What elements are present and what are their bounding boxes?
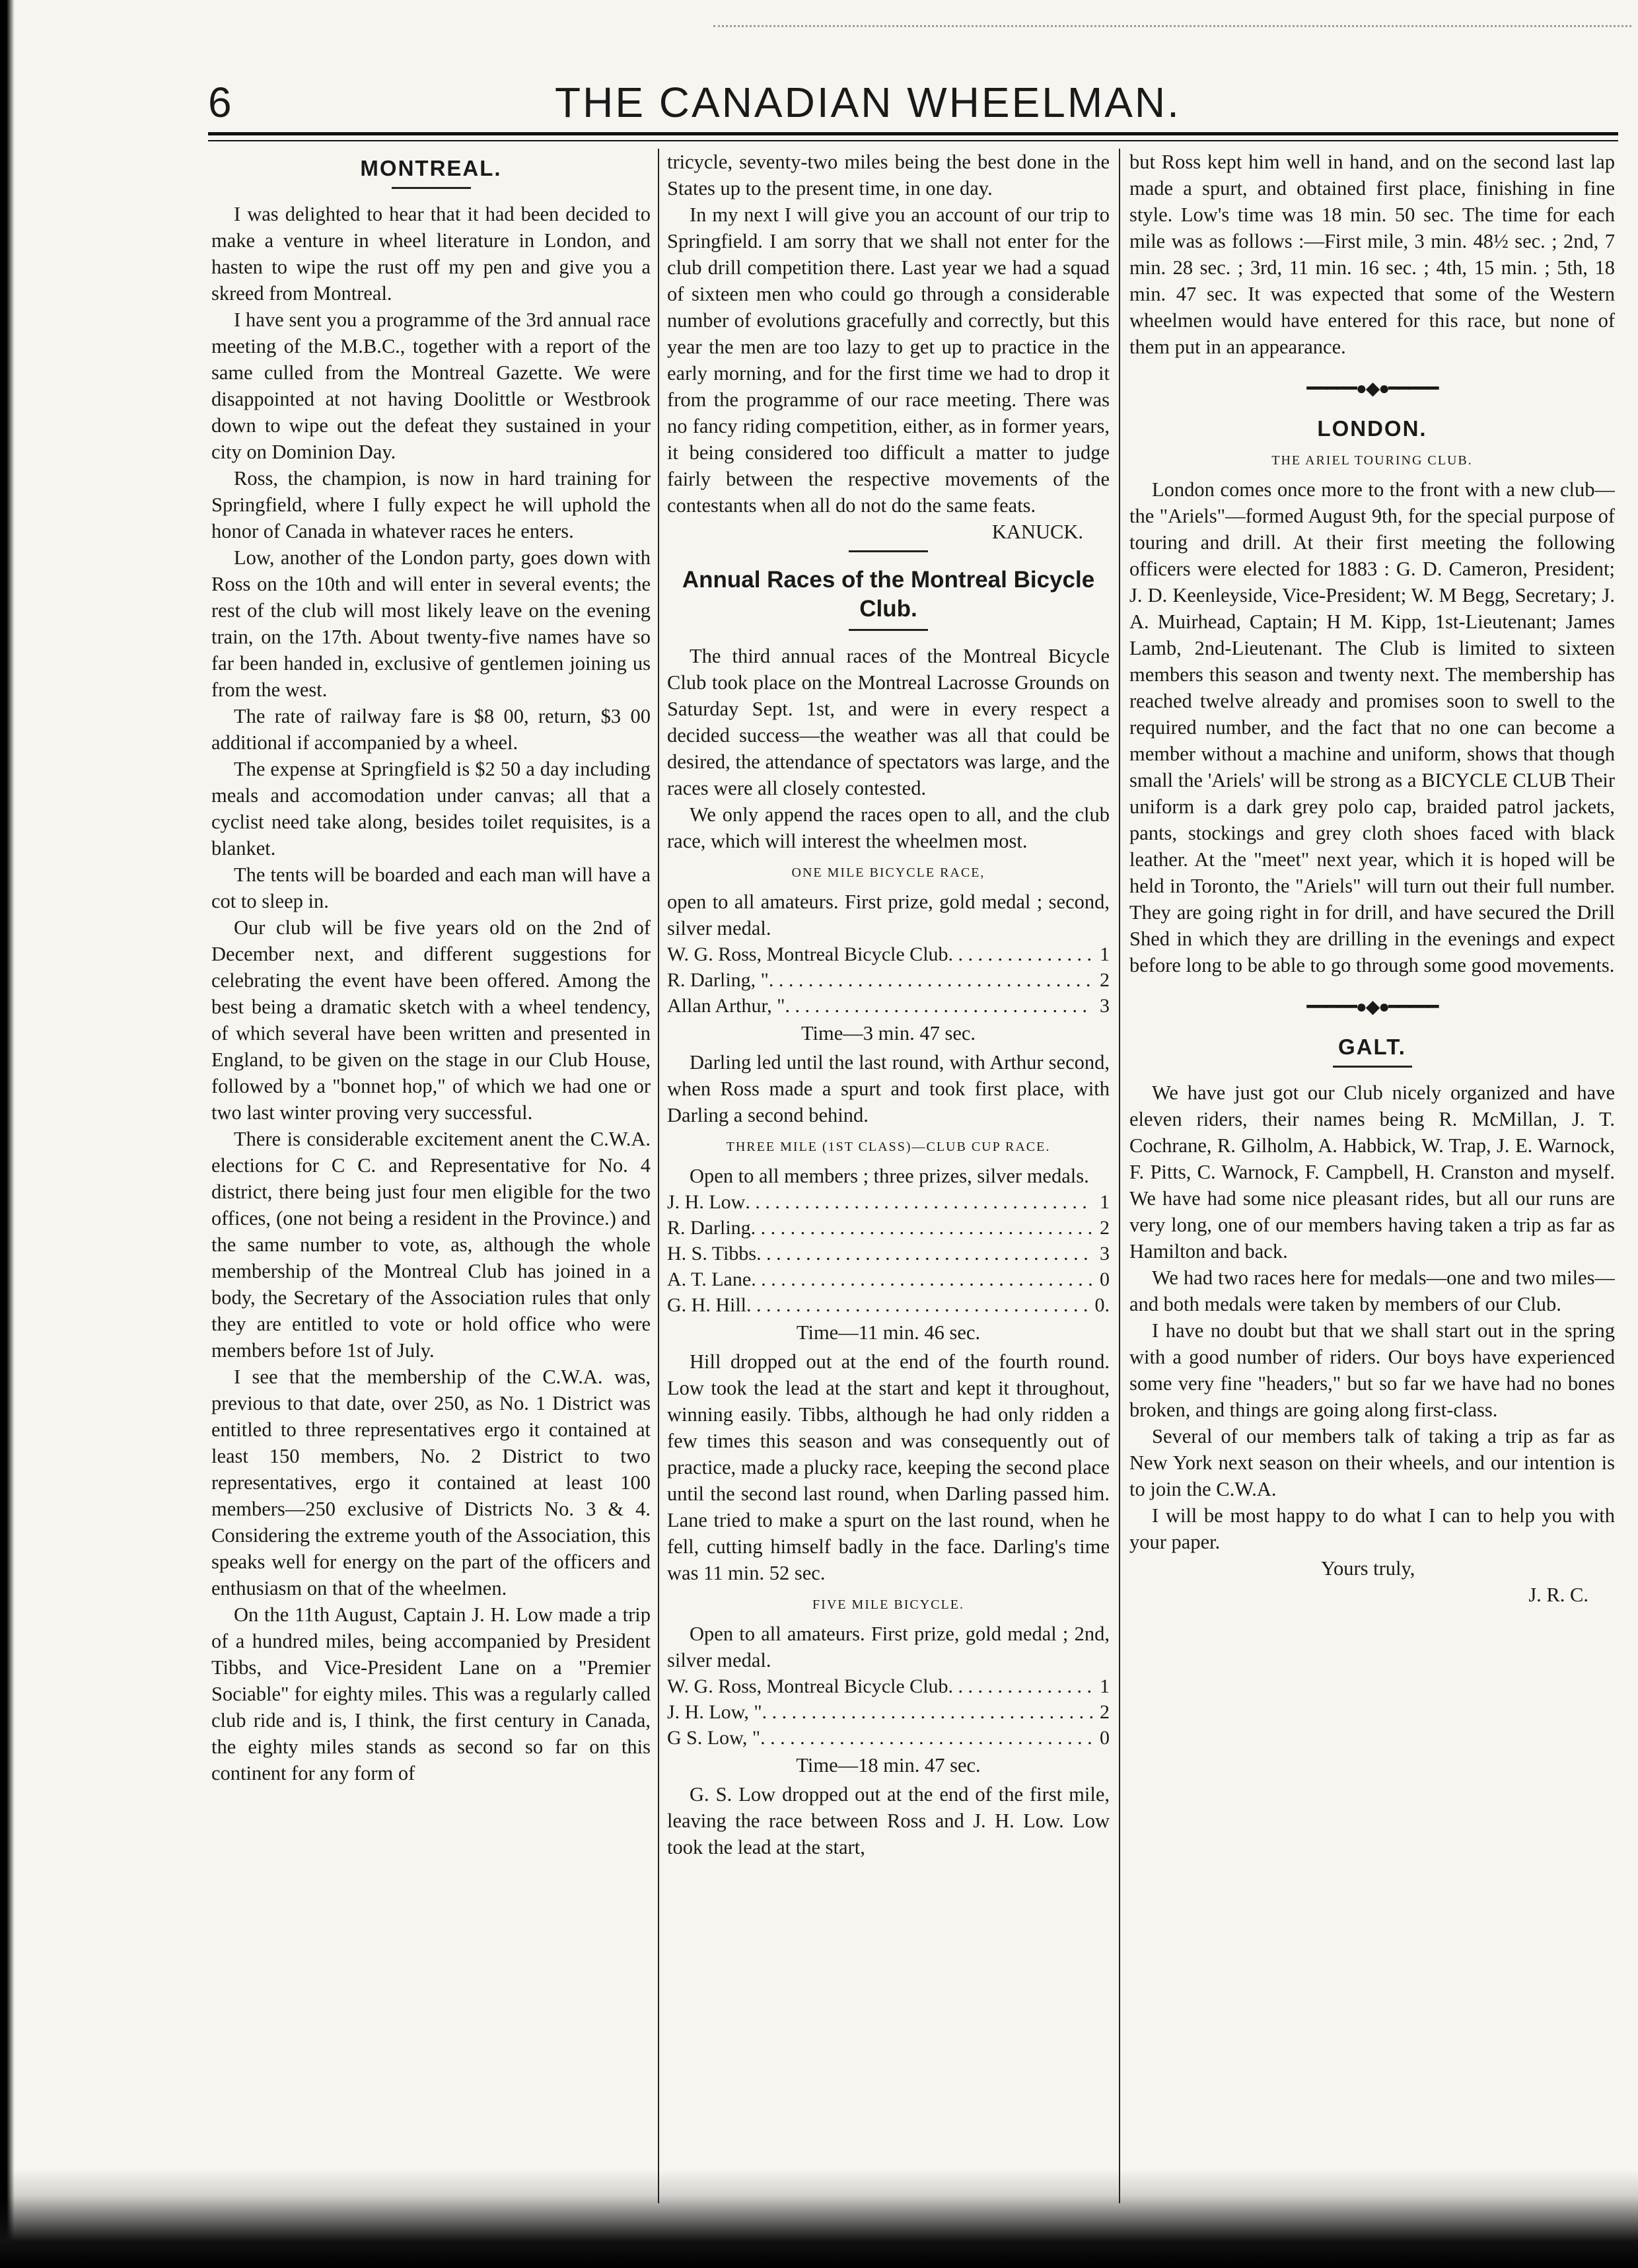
heading-rule: [849, 629, 928, 631]
section-heading-london: LONDON.: [1317, 416, 1427, 441]
section-rule: [849, 550, 928, 552]
paragraph: Low, another of the London party, goes down with Ross on the 10th and will enter in several events; the rest of the club will most likely leave on the evening train, on the 17th. About twenty-five names have so far been handed in, exclusive of gentlemen joining us from the west.: [211, 546, 651, 701]
heading-rule: [1333, 1066, 1412, 1068]
scan-edge-left: [0, 0, 15, 2268]
heading-rule: [392, 187, 471, 189]
result-row: R. Darling, " . . . 2: [667, 967, 1110, 993]
paragraph: Ross, the champion, is now in hard training for Springfield, where I fully expect he will uphold the honor of Canada in whatever races he enters.: [211, 467, 651, 542]
paragraph: The tents will be boarded and each man will have a cot to sleep in.: [211, 863, 651, 912]
result-row: R. Darling . . . 2: [667, 1215, 1110, 1241]
race-description: open to all amateurs. First prize, gold medal ; second, silver medal.: [667, 891, 1110, 939]
letter-signature: J. R. C.: [1528, 1584, 1588, 1606]
paragraph: I have no doubt but that we shall start out in the spring with a good number of riders. Our boys have experienced some very fine "headers," but so far we have had no bones broken, and things are going along first-class.: [1129, 1319, 1615, 1421]
result-row: Allan Arthur, " . . . 3: [667, 993, 1110, 1019]
result-row: A. T. Lane . . . 0: [667, 1266, 1110, 1292]
race-description: Open to all members ; three prizes, silver medals.: [690, 1165, 1089, 1187]
paragraph: but Ross kept him well in hand, and on the second last lap made a spurt, and obtained first place, finishing in fine style. Low's time was 18 min. 50 sec. The time for each mile was as follows :—First mile, 3 min. 48½ sec. ; 2nd, 7 min. 28 sec. ; 3rd, 11 min. 16 sec. ; 4th, 15 min. ; 5th, 18 min. 47 sec. It was expected that some of the Western wheelmen would have entered for this race, but none of them put in an appearance.: [1129, 151, 1615, 358]
race-time: Time—11 min. 46 sec.: [796, 1321, 981, 1344]
signoff: KANUCK.: [991, 521, 1083, 543]
column-3: [1129, 149, 1615, 2210]
race-report: Darling led until the last round, with Arthur second, when Ross made a spurt and took first place, with Darling a second behind.: [667, 1051, 1110, 1126]
paragraph: On the 11th August, Captain J. H. Low made a trip of a hundred miles, being accompanied by President Tibbs, and Vice-President Lane on a "Premier Sociable" for eighty miles. This was a regularly called club ride and is, I think, the first century in Canada, the eighty miles stands as second so far on this continent for any form of: [211, 1603, 651, 1784]
article-heading-annual-races: Annual Races of the Montreal Bicycle Club.: [682, 567, 1095, 622]
paragraph: The expense at Springfield is $2 50 a day including meals and accomodation under canvas; all that a cyclist need take along, besides toilet requisites, is a blanket.: [211, 758, 651, 860]
paragraph: I see that the membership of the C.W.A. was, previous to that date, over 250, as No. 1 District was entitled to three representatives ergo it contained at least 150 members, No. 2 District to two representatives, ergo it contained at least 100 members—250 exclusive of Districts No. 3 & 4. Considering the extreme youth of the Association, this speaks well for energy on the part of the officers and enthusiasm on that of the wheelmen.: [211, 1366, 651, 1599]
ornament-divider: ━━━━━●◆●━━━━━: [1306, 997, 1438, 1017]
race-title: THREE MILE (1ST CLASS)—CLUB CUP RACE.: [726, 1140, 1051, 1154]
race-title: ONE MILE BICYCLE RACE,: [791, 865, 985, 880]
result-row: G. H. Hill . . . 0.: [667, 1292, 1110, 1318]
paragraph: I will be most happy to do what I can to help you with your paper.: [1129, 1504, 1615, 1553]
paragraph: London comes once more to the front with a new club—the "Ariels"—formed August 9th, for the special purpose of touring and drill. At their first meeting the following officers were elected for 1883 : G. D. Cameron, President; J. D. Keenleyside, Vice-President; W. M Begg, Secretary; J. A. Muirhead, Captain; H M. Kipp, 1st-Lieutenant; James Lamb, 2nd-Lieutenant. The Club is limited to sixteen members this season and twenty next. The membership has reached twelve already and promises soon to swell to the required number, and the fact that no one can become a member without a machine and uniform, shows that though small the 'Ariels' will be strong as a BICYCLE CLUB Their uniform is a dark grey polo cap, braided patrol jackets, pants, stockings and grey cloth shoes faced with black leather. At the "meet" next year, which it is hoped will be held in Toronto, the "Ariels" will turn out their full number. They are going right in for drill, and have secured the Drill Shed in which they are drilling in the evenings and expect before long to be able to go through some good movements.: [1129, 478, 1615, 976]
race-report: Hill dropped out at the end of the fourth round. Low took the lead at the start and kept it throughout, winning easily. Tibbs, although he had only ridden a few times this season and was consequently out of practice, made a plucky race, keeping the second place until the second last round, when Darling passed him. Lane tried to make a spurt on the last round, when he fell, cutting himself badly in the face. Darling's time was 11 min. 52 sec.: [667, 1350, 1110, 1584]
header-rule-thin: [208, 140, 1618, 141]
result-row: W. G. Ross, Montreal Bicycle Club . . . 1: [667, 1673, 1110, 1699]
result-row: H. S. Tibbs . . . 3: [667, 1241, 1110, 1266]
result-row: J. H. Low, " . . . 2: [667, 1699, 1110, 1725]
column-2: [667, 149, 1110, 2210]
paragraph: I have sent you a programme of the 3rd annual race meeting of the M.B.C., together with a report of the same culled from the Montreal Gazette. We were disappointed at not having Doolittle or Westbrook down to wipe out the defeat they sustained in your city on Dominion Day.: [211, 309, 651, 463]
paragraph: In my next I will give you an account of our trip to Springfield. I am sorry that we shall not enter for the club drill competition there. Last year we had a squad of sixteen men who could go through a considerable number of evolutions gracefully and correctly, but this year the men are too lazy to get up to practice in the early morning, and for the first time we had to drop it from the programme of our race meeting. There was no fancy riding competition, either, as in former years, it being considered too difficult a matter to judge fairly between the respective movements of the contestants when all do not do the same feats.: [667, 203, 1110, 517]
race-time: Time—18 min. 47 sec.: [796, 1754, 981, 1776]
paragraph: Our club will be five years old on the 2nd of December next, and different suggestions for celebrating the event have been offered. Among the best being a dramatic sketch with a wheel tendency, of which several have been written and presented in England, to be given on the stage in our Club House, followed by a "bonnet hop," of which we had one or two last winter proving very successful.: [211, 916, 651, 1124]
race-description: Open to all amateurs. First prize, gold medal ; 2nd, silver medal.: [667, 1623, 1110, 1671]
race-time: Time—3 min. 47 sec.: [801, 1022, 976, 1044]
column-1: [211, 149, 651, 2210]
race-report: G. S. Low dropped out at the end of the first mile, leaving the race between Ross and J. H. Low. Low took the lead at the start,: [667, 1783, 1110, 1858]
result-row: G S. Low, " . . . 0: [667, 1725, 1110, 1751]
column-divider: [658, 149, 659, 2203]
paragraph: Several of our members talk of taking a trip as far as New York next season on their wheels, and our intention is to join the C.W.A.: [1129, 1425, 1615, 1500]
ornament-divider: ━━━━━●◆●━━━━━: [1306, 379, 1438, 399]
club-subheading: THE ARIEL TOURING CLUB.: [1271, 453, 1473, 468]
header-rule: [208, 132, 1618, 135]
section-heading-galt: GALT.: [1338, 1035, 1406, 1059]
race-title: FIVE MILE BICYCLE.: [812, 1597, 964, 1612]
scan-noise-top: [713, 3, 1631, 27]
letter-closing: Yours truly,: [1321, 1557, 1415, 1580]
result-row: W. G. Ross, Montreal Bicycle Club . . . 1: [667, 941, 1110, 967]
paragraph: The third annual races of the Montreal Bicycle Club took place on the Montreal Lacrosse Grounds on Saturday Sept. 1st, and were in every respect a decided success—the weather was all that could be desired, the attendance of spectators was large, and the races were all closely contested.: [667, 645, 1110, 799]
paragraph: We only append the races open to all, and the club race, which will interest the wheelmen most.: [667, 803, 1110, 852]
paragraph: We had two races here for medals—one and two miles—and both medals were taken by members of our Club.: [1129, 1266, 1615, 1315]
section-heading-montreal: MONTREAL.: [360, 156, 502, 180]
masthead-title: THE CANADIAN WHEELMAN.: [555, 79, 1181, 126]
paragraph: There is considerable excitement anent the C.W.A. elections for C C. and Representative for No. 4 district, there being just four men eligible for the two offices, (one not being a resident in the Province.) and the same number to vote, as, although the whole membership of the Montreal Club has joined in a body, the Secretary of the Association rules that only they are entitled to vote or hold office who were members before 1st of July.: [211, 1128, 651, 1362]
page-number: 6: [208, 79, 232, 126]
result-row: J. H. Low . . . 1: [667, 1189, 1110, 1215]
column-divider: [1119, 149, 1120, 2203]
paragraph: We have just got our Club nicely organized and have eleven riders, their names being R. McMillan, J. T. Cochrane, R. Gilholm, A. Habbick, W. Trap, J. E. Warnock, F. Pitts, C. Warnock, F. Campbell, H. Cranston and myself. We have had some nice pleasant rides, but all our runs are very long, one of our members having taken a trip as far as Hamilton and back.: [1129, 1081, 1615, 1262]
paragraph: I was delighted to hear that it had been decided to make a venture in wheel literature in London, and hasten to wipe the rust off my pen and give you a skreed from Montreal.: [211, 203, 651, 305]
paragraph: tricycle, seventy-two miles being the best done in the States up to the present time, in one day.: [667, 151, 1110, 200]
paragraph: The rate of railway fare is $8 00, return, $3 00 additional if accompanied by a wheel.: [211, 705, 651, 754]
